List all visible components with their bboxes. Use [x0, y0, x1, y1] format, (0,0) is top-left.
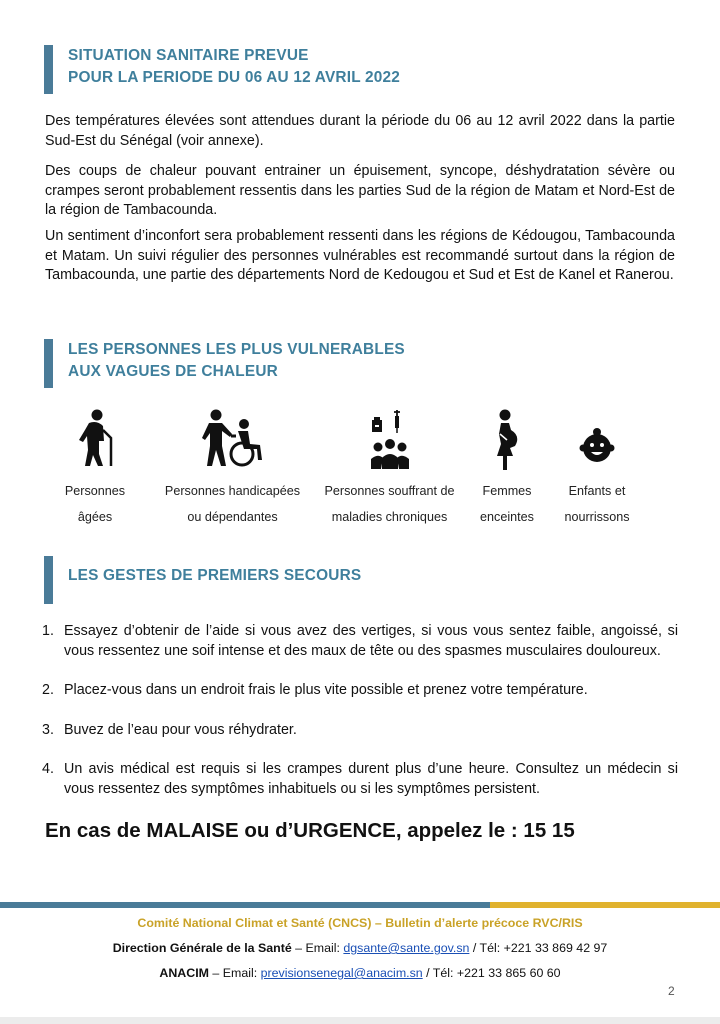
section-title	[68, 45, 400, 94]
section-accent-bar	[44, 339, 53, 388]
list-text: Placez-vous dans un endroit frais le plus vite possible et prenez votre température.	[64, 682, 588, 698]
list-text: Un avis médical est requis si les crampes durent plus d’une heure. Consultez un médecin si vous ressentez des symptômes inhabituels ou si les symptômes persistent.	[64, 761, 678, 797]
footer-divider-gold	[490, 902, 720, 908]
vulnerable-groups	[60, 408, 660, 538]
page-bottom-strip	[0, 1017, 720, 1024]
footer-anacim-contact	[0, 961, 720, 986]
vulnerable-label-line: Femmes	[482, 484, 532, 498]
vulnerable-label-line: Personnes souffrant de	[324, 484, 455, 498]
footer-anacim-org: ANACIM	[159, 966, 209, 980]
section-header-situation	[44, 45, 400, 94]
vulnerable-label-line: Personnes handicapées	[164, 484, 301, 498]
vulnerable-elderly	[60, 408, 130, 530]
baby-icon	[577, 408, 617, 468]
section-header-first-aid	[44, 556, 361, 604]
footer-committee: Comité National Climat et Santé (CNCS) – Bulletin d’alerte précoce RVC/RIS	[137, 916, 583, 930]
paragraph-temperatures: Des températures élevées sont attendues durant la période du 06 au 12 avril 2022 dans la partie Sud-Est du Sénégal (voir annexe).	[45, 113, 675, 149]
list-item	[42, 622, 678, 661]
vulnerable-chronic	[317, 408, 462, 530]
footer-phone: / Tél: +221 33 865 60 60	[422, 966, 561, 980]
pregnant-woman-icon	[489, 408, 525, 472]
footer-divider-blue	[0, 902, 490, 908]
list-number: 2.	[42, 682, 54, 698]
emergency-call: En cas de MALAISE ou d’URGENCE, appelez le : 15 15	[45, 819, 575, 842]
vulnerable-label-line: Personnes	[64, 484, 126, 498]
page-number: 2	[668, 984, 675, 998]
section-title-line: POUR LA PERIODE DU 06 AU 12 AVRIL 2022	[68, 69, 401, 86]
list-number: 3.	[42, 721, 54, 738]
first-aid-list	[42, 622, 678, 819]
vulnerable-label-line: nourrissons	[564, 510, 630, 524]
vulnerable-label-line: maladies chroniques	[331, 510, 448, 524]
footer-phone: / Tél: +221 33 869 42 97	[469, 941, 608, 955]
section-accent-bar	[44, 556, 53, 604]
list-text: Buvez de l’eau pour vous réhydrater.	[64, 721, 297, 738]
dgs-email-link[interactable]: dgsante@sante.gov.sn	[343, 941, 470, 955]
list-number: 4.	[42, 761, 54, 777]
vulnerable-pregnant	[472, 408, 542, 530]
vulnerable-disabled	[160, 408, 305, 530]
footer-email-label: – Email:	[208, 966, 261, 980]
list-number: 1.	[42, 623, 54, 639]
vulnerable-label-line: Enfants et	[568, 484, 626, 498]
paragraph-heat-stroke: Des coups de chaleur pouvant entrainer un épuisement, syncope, déshydratation sévère ou crampes seront probablement ressentis dans les parties Sud de la région de Matam et Nord-Est de la région de Tambacounda.	[45, 163, 675, 218]
section-title	[68, 339, 405, 388]
list-item	[42, 760, 678, 799]
footer-dgs-contact	[0, 936, 720, 961]
section-title	[68, 556, 361, 604]
footer-dgs-org: Direction Générale de la Santé	[112, 941, 292, 955]
vulnerable-label-line: enceintes	[480, 510, 534, 524]
footer-email-label: – Email:	[291, 941, 344, 955]
list-item	[42, 681, 678, 701]
section-accent-bar	[44, 45, 53, 94]
chronic-illness-icon	[367, 408, 413, 470]
list-text: Essayez d’obtenir de l’aide si vous avez des vertiges, si vous vous sentez faible, angoissé, si vous ressentez une soif intense et des maux de tête ou des spasmes musculaires douloureux.	[64, 623, 678, 659]
section-title-line: LES GESTES DE PREMIERS SECOURS	[68, 567, 362, 584]
footer	[0, 911, 720, 986]
section-title-line: LES PERSONNES LES PLUS VULNERABLES	[68, 341, 405, 358]
disabled-person-icon	[200, 408, 266, 468]
vulnerable-label-line: âgées	[77, 510, 113, 524]
vulnerable-baby	[557, 408, 637, 530]
paragraph-discomfort: Un sentiment d’inconfort sera probablement ressenti dans les régions de Kédougou, Tambacounda et Matam. Un suivi régulier des personnes vulnérables est recommandé surtout dans la région de Tambacounda, une partie des départements Nord de Kedougou et Sud et Est de Kanel et Ranerou.	[45, 228, 675, 283]
vulnerable-label-line: ou dépendantes	[187, 510, 278, 524]
section-title-line: SITUATION SANITAIRE PREVUE	[68, 47, 309, 64]
elderly-icon	[73, 408, 117, 468]
anacim-email-link[interactable]: previsionsenegal@anacim.sn	[260, 966, 423, 980]
section-title-line: AUX VAGUES DE CHALEUR	[68, 363, 278, 380]
section-header-vulnerable	[44, 339, 405, 388]
list-item	[42, 721, 678, 741]
